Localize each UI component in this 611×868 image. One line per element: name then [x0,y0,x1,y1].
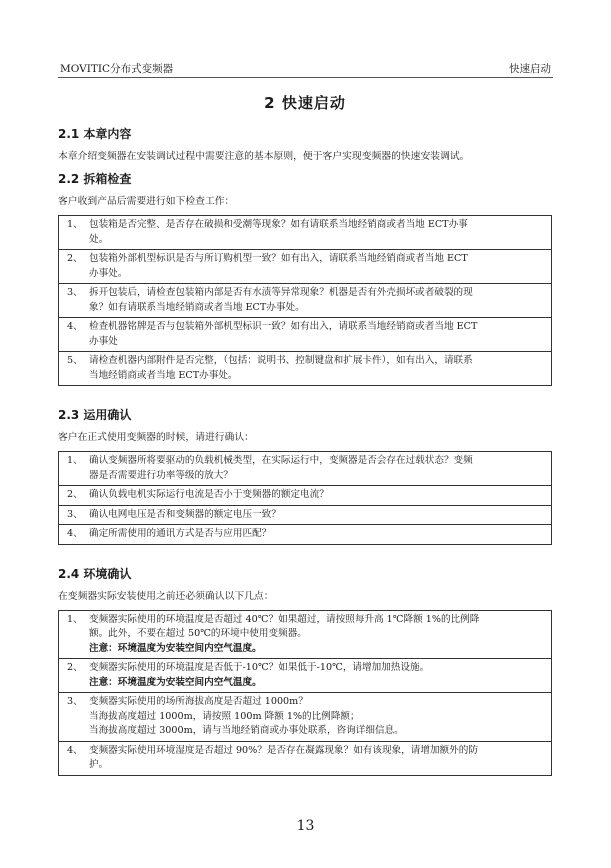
item-text [89,695,534,739]
table-row [59,505,552,525]
page-content [58,92,552,796]
item-text [89,320,534,349]
environment-checklist [58,610,552,776]
checklist-item [59,284,552,318]
table-row [59,452,552,486]
item-number: 2、 [67,489,83,500]
table-row [59,693,552,742]
table-row [59,216,552,250]
item-number: 2、 [67,253,83,264]
item-line: 包装箱是否完整、是否存在破损和受潮等现象？如有请联系当地经销商或者当地 ECT办事 [89,219,468,230]
item-line: 处。 [89,233,109,245]
item-line: 变频器实际使用环境湿度是否超过 90%？是否存在凝露现象？如有该现象，请增加额外的防 [89,744,478,756]
item-line: 象？如有请联系当地经销商或者当地 ECT办事处。 [89,301,305,313]
item-number: 3、 [67,508,83,520]
item-text [89,508,534,523]
item-line: 变频器实际使用的环境温度是否低于-10℃？如果低于-10℃，请增加加热设施。 [89,662,430,673]
item-text [89,354,534,383]
table-row [59,659,552,693]
item-line: 拆开包装后，请检查包装箱内部是否有水渍等异常现象？机器是否有外壳损坏或者破裂的现 [89,287,473,298]
checklist-item [59,318,552,352]
item-text [89,218,534,247]
checklist-item [59,352,552,386]
item-text [89,527,534,542]
checklist-item [59,741,552,775]
table-row [59,741,552,775]
checklist-item [59,452,552,486]
item-line: 额。此外，不要在超过 50℃的环境中使用变频器。 [89,628,307,639]
item-number: 2、 [67,662,83,673]
page-number: 13 [296,818,315,834]
item-line: 确认负载电机实际运行电流是否小于变频器的额定电流？ [89,489,329,500]
checklist-item [59,693,552,742]
item-number: 4、 [67,744,83,756]
item-line: 变频器实际使用的环境温度是否超过 40℃？如果超过，请按照每升高 1℃降额 1%的比例降 [89,613,480,625]
table-row [59,284,552,318]
checklist-item [59,486,552,506]
item-text [89,744,534,773]
item-text [89,454,534,483]
item-line: 确认变频器所将要驱动的负载机械类型，在实际运行中，变频器是否会存在过载状态？变频 [89,455,473,466]
item-number: 4、 [67,528,83,539]
item-number: 1、 [67,455,83,466]
checklist-item [59,610,552,659]
item-line: 当海拔高度超过 3000m，请与当地经销商或办事处联系，咨询详细信息。 [89,725,404,736]
item-text [89,286,534,315]
item-text [89,252,534,281]
unpacking-checklist [58,215,552,386]
section-title-2-1: 2.1 本章内容 [58,127,132,141]
item-line: 确认电网电压是否和变频器的额定电压一致？ [89,508,281,520]
item-line: 当地经销商或者当地 ECT办事处。 [89,369,238,381]
item-line: 办事处。 [89,267,128,279]
item-text [89,613,534,657]
header-product-name: MOVITIC分布式变频器 [60,63,174,75]
header-chapter-name: 快速启动 [509,63,551,75]
table-row [59,250,552,284]
checklist-item [59,525,552,545]
table-row [59,352,552,386]
section-intro-2-1: 本章介绍变频器在安装调试过程中需要注意的基本原则，便于客户实现变频器的快速安装调试。 [58,151,470,162]
item-number: 3、 [67,696,83,707]
item-number: 1、 [67,219,83,230]
page-header [58,55,553,78]
checklist-item [59,505,552,525]
usage-checklist [58,451,552,545]
item-text [89,661,534,690]
checklist-item [59,250,552,284]
table-row [59,486,552,506]
item-line: 护。 [89,759,109,770]
item-number: 1、 [67,613,83,625]
item-number: 3、 [67,287,83,298]
item-line: 器是否需要进行功率等级的放大？ [89,469,233,481]
item-number: 4、 [67,321,83,332]
section-title-2-3: 2.3 运用确认 [58,408,132,422]
chapter-title: 2 快速启动 [264,94,346,112]
item-line: 变频器实际使用的场所海拔高度是否超过 1000m？ [89,696,308,707]
item-line: 办事处 [89,335,118,347]
table-row [59,610,552,659]
checklist-item [59,216,552,250]
item-line: 确定所需使用的通讯方式是否与应用匹配？ [89,528,272,539]
section-title-2-2: 2.2 拆箱检查 [58,172,132,186]
item-line: 请检查机器内部附件是否完整，（包括：说明书、控制键盘和扩展卡件），如有出入，请联系 [89,355,473,366]
item-note: 注意：环境温度为安装空间内空气温度。 [89,642,262,654]
item-number: 5、 [67,355,83,366]
table-row [59,318,552,352]
section-intro-2-2: 客户收到产品后需要进行如下检查工作： [58,196,235,207]
item-text [89,488,534,503]
item-line: 包装箱外部机型标识是否与所订购机型一致？如有出入，请联系当地经销商或者当地 ECT [89,253,468,264]
item-line: 检查机器铭牌是否与包装箱外部机型标识一致？如有出入，请联系当地经销商或者当地 ECT [89,321,478,332]
item-line: 当海拔高度超过 1000m，请按照 100m 降额 1%的比例降额； [89,710,360,722]
section-title-2-4: 2.4 环境确认 [58,566,132,581]
section-intro-2-4: 在变频器实际安装使用之前还必须确认以下几点： [58,590,274,602]
checklist-item [59,659,552,693]
section-intro-2-3: 客户在正式使用变频器的时候，请进行确认： [58,432,254,443]
table-row [59,525,552,545]
item-note: 注意：环境温度为安装空间内空气温度。 [89,676,262,688]
